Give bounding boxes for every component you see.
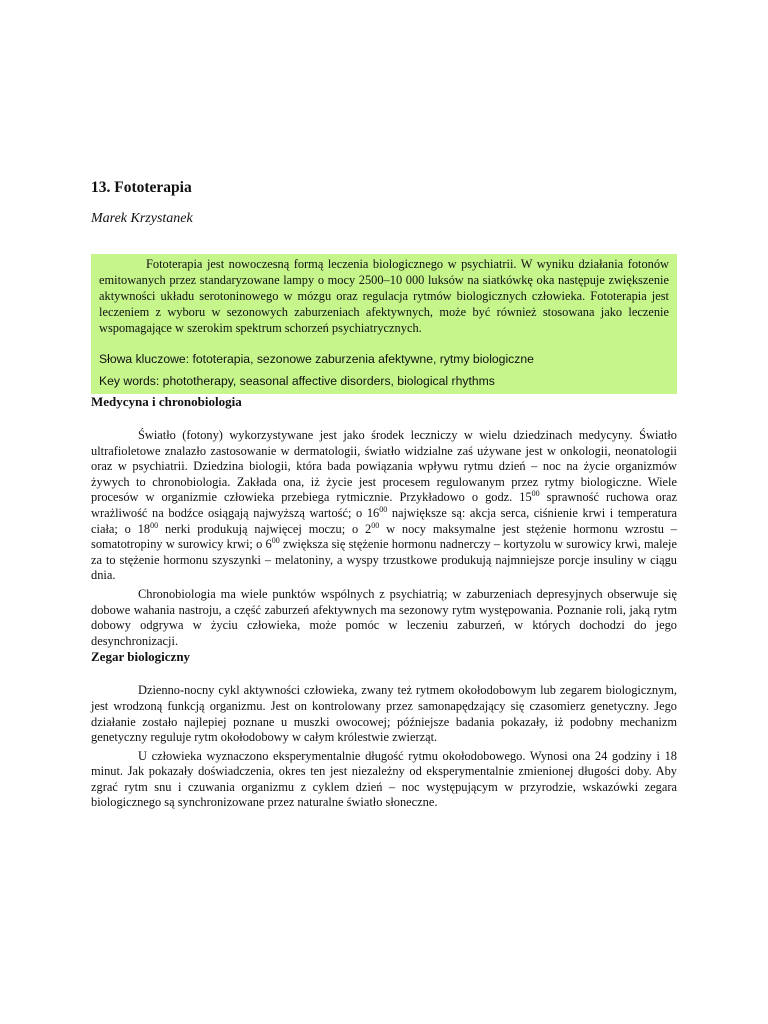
time-superscript: 00 (379, 504, 388, 514)
paragraph (91, 428, 677, 584)
chapter-title: 13. Fototerapia (91, 179, 192, 196)
time-superscript: 00 (371, 520, 380, 530)
paragraph-text: sprawność ruchowa oraz wrażliwość na bodźce osiągają najwyższą wartość; o 16 (91, 490, 677, 520)
paragraph-text: Światło (fotony) wykorzystywane jest jako środek leczniczy w wielu dziedzinach medycyny. Światło ultrafioletowe znalazło zastosowanie w dermatologii, światło widzialne zaś używane jest w onkologii, neonatologii oraz w psychiatrii. Dziedzina biologii, która bada powiązania wpływu rytmu dzień – noc na życie organizmów żywych to chronobiologia. Zakłada ona, iż życie jest procesem regulowanym przez rytmy biologiczne. Wiele procesów w organizmie człowieka przebiega rytmicznie. Przykładowo o godz. 15 (91, 428, 677, 505)
paragraph-text: zwiększa się stężenie hormonu nadnerczy – kortyzolu w surowicy krwi, maleje za to stężenie hormonu szyszynki – melatoniny, a wyspy trzustkowe produkują najmniejsze porcje insuliny w ciągu dnia. (91, 537, 677, 583)
page-content (91, 178, 677, 811)
time-superscript: 00 (531, 489, 540, 499)
abstract-text: Fototerapia jest nowoczesną formą leczenia biologicznego w psychiatrii. W wyniku działania fotonów emitowanych przez standaryzowane lampy o mocy 2500–10 000 luksów na siatkówkę oka następuje zwiększenie aktywności układu serotoninowego w mózgu oraz regulacja rytmów biologicznych człowieka. Fototerapia jest leczeniem z wyboru w sezonowych zaburzeniach afektywnych, może być również stosowana jako leczenie wspomagające w szerokim spektrum schorzeń psychiatrycznych. (99, 257, 669, 335)
time-superscript: 00 (271, 536, 280, 546)
keywords-english: Key words: phototherapy, seasonal affective disorders, biological rhythms (99, 374, 495, 388)
time-superscript: 00 (150, 520, 159, 530)
paragraph-text: w nocy maksymalne jest stężenie hormonu wzrostu – somatotropiny w surowicy krwi; o 6 (91, 521, 678, 552)
section-heading-chronobiology: Medycyna i chronobiologia (91, 394, 242, 409)
chapter-author: Marek Krzystanek (91, 211, 193, 226)
paragraph-text: nerki produkują najwięcej moczu; o 2 (158, 521, 372, 536)
section-heading-biological-clock: Zegar biologiczny (91, 649, 191, 665)
keywords-polish: Słowa kluczowe: fototerapia, sezonowe zaburzenia afektywne, rytmy biologiczne (99, 352, 534, 366)
paragraph: U człowieka wyznaczono eksperymentalnie długość rytmu okołodobowego. Wynosi ona 24 godziny i 18 minut. Jak pokazały doświadczenia, okres ten jest niezależny od eksperymentalnie zmienionej długości doby. Aby zgrać rytm snu i czuwania organizmu z cyklem dzień – noc występującym w przyrodzie, wskazówki zegara biologicznego są synchronizowane przez naturalne światło słoneczne. (91, 748, 677, 810)
paragraph: Chronobiologia ma wiele punktów wspólnych z psychiatrią; w zaburzeniach depresyjnych obserwuje się dobowe wahania nastroju, a część zaburzeń afektywnych ma sezonowy rytm występowania. Poznanie roli, jaką rytm dobowy odgrywa w życiu człowieka, może pomóc w leczeniu zaburzeń, w których dochodzi do jego desynchronizacji. (91, 586, 677, 648)
paragraph: Dzienno-nocny cykl aktywności człowieka, zwany też rytmem okołodobowym lub zegarem biologicznym, jest wrodzoną funkcją organizmu. Jest on kontrolowany przez samonapędzający się czasomierz genetyczny. Jego działanie zostało najlepiej poznane u muszki owocowej; późniejsze badania pokazały, iż podobny mechanizm genetyczny reguluje rytm okołodobowy w całym królestwie zwierząt. (91, 683, 677, 745)
abstract-box (91, 254, 677, 394)
paragraph-text: największe są: akcja serca, ciśnienie krwi i temperatura ciała; o 18 (91, 505, 677, 536)
